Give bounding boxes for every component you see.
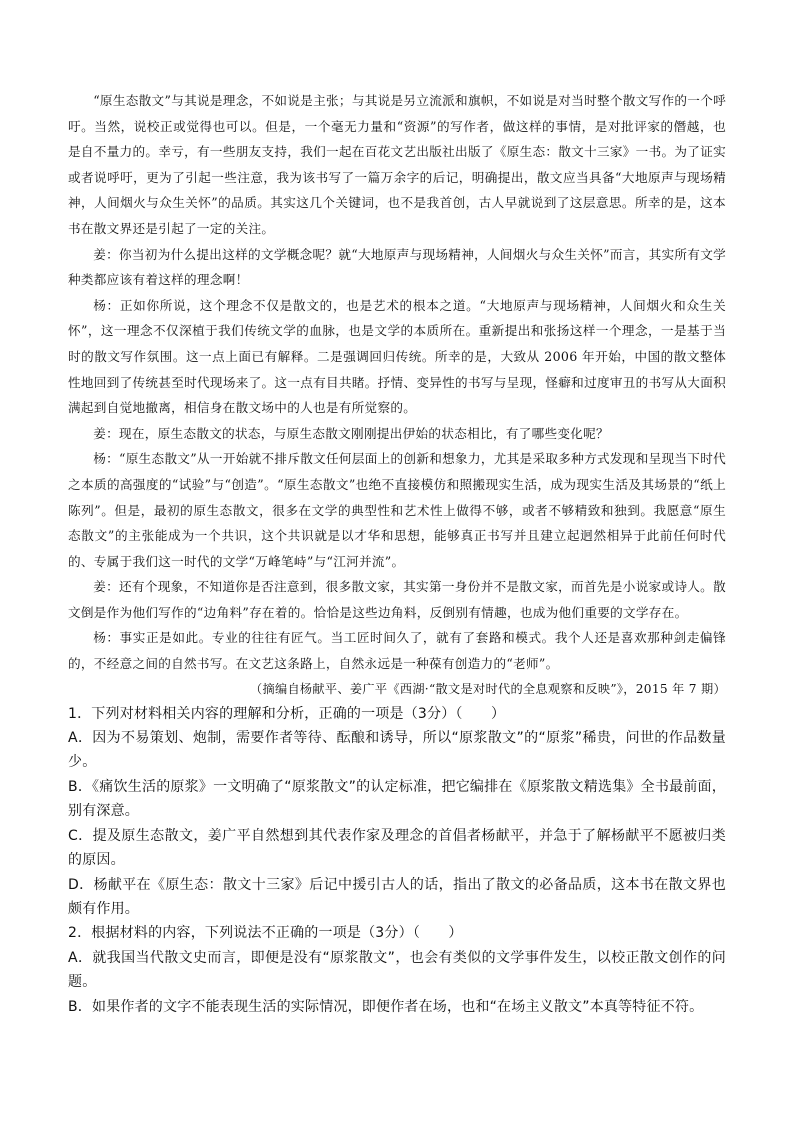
question-option: B．如果作者的文字不能表现生活的实际情况，即便作者在场，也和“在场主义散文”本真等特征不符。 xyxy=(68,998,704,1015)
question-stem: 2．根据材料的内容，下列说法不正确的一项是（3分）（ ） xyxy=(68,925,463,942)
question-option: A．因为不易策划、炮制，需要作者等待、酝酿和诱导，所以“原浆散文”的“原浆”稀贵，问世的作品数量少。 xyxy=(68,730,726,771)
passage-paragraph: 姜：你当初为什么提出这样的文学概念呢？就“大地原声与现场精神，人间烟火与众生关怀”而言，其实所有文学种类都应该有着这样的理念啊！ xyxy=(68,246,726,288)
question-option: B．《痛饮生活的原浆》一文明确了“原浆散文”的认定标准，把它编排在《原浆散文精选集》全书最前面，别有深意。 xyxy=(68,778,726,820)
question-option: D．杨献平在《原生态：散文十三家》后记中援引古人的话，指出了散文的必备品质，这本书在散文界也颇有作用。 xyxy=(68,876,726,917)
source-citation: （摘编自杨献平、姜广平《西湖·“散文是对时代的全息观察和反映”》，2015 年 7 期） xyxy=(249,681,726,696)
passage-paragraph: 杨：正如你所说，这个理念不仅是散文的，也是艺术的根本之道。“大地原声与现场精神，人间烟火和众生关怀”，这一理念不仅深植于我们传统文学的血脉，也是文学的本质所在。重新提出和张扬这样一个理念，一是基于当时的散文写作氛围。这一点上面已有解释。二是强调回归传统。所幸的是，大致从 2006 年开始，中国的散文整体性地回到了传统甚至时代现场来了。这一点有目共睹。抒情、变异性的书写与呈现，怪癖和过度审丑的书写从大面积满起到自觉地撤离，相信身在散文场中的人也是有所觉察的。 xyxy=(68,297,726,416)
question-stem: 1．下列对材料相关内容的理解和分析，正确的一项是（3分）（ ） xyxy=(68,705,506,722)
passage-paragraph: “原生态散文”与其说是理念，不如说是主张；与其说是另立流派和旗帜，不如说是对当时整个散文写作的一个呼吁。当然，说校正或觉得也可以。但是，一个毫无力量和“资源”的写作者，做这样的事情，是对批评家的僭越，也是自不量力的。幸亏，有一些朋友支持，我们一起在百花文艺出版社出版了《原生态：散文十三家》一书。为了证实或者说呼吁，更为了引起一些注意，我为该书写了一篇万余字的后记，明确提出，散文应当具备“大地原声与现场精神，人间烟火与众生关怀”的品质。其实这几个关键词，也不是我首创，古人早就说到了这层意思。所幸的是，这本书在散文界还是引起了一定的关注。 xyxy=(68,93,726,236)
passage-paragraph: 姜：现在，原生态散文的状态，与原生态散文刚刚提出伊始的状态相比，有了哪些变化呢？ xyxy=(93,425,609,441)
passage-paragraph: 杨：“原生态散文”从一开始就不排斥散文任何层面上的创新和想象力，尤其是采取多种方式发现和呈现当下时代之本质的高强度的“试验”与“创造”。“原生态散文”也绝不直接模仿和照搬现实生活，成为现实生活及其场景的“纸上陈列”。但是，最初的原生态散文，很多在文学的典型性和艺术性上做得不够，或者不够精致和独到。我愿意“原生态散文”的主张能成为一个共识，这个共识就是以才华和思想，能够真正书写并且建立起迥然相异于此前任何时代的、专属于我们这一时代的文学“万峰笔峙”与“江河并流”。 xyxy=(68,451,726,569)
question-list xyxy=(68,702,726,1019)
question-option: C．提及原生态散文，姜广平自然想到其代表作家及理念的首倡者杨献平，并急于了解杨献平不愿被归类的原因。 xyxy=(68,827,726,869)
reading-passage xyxy=(68,88,726,701)
passage-paragraph: 杨：事实正是如此。专业的往往有匠气。当工匠时间久了，就有了套路和模式。我个人还是喜欢那种剑走偏锋的，不经意之间的自然书写。在文艺这条路上，自然永远是一种葆有创造力的“老师”。 xyxy=(68,630,726,672)
passage-paragraph: 姜：还有个现象，不知道你是否注意到，很多散文家，其实第一身份并不是散文家，而首先是小说家或诗人。散文倒是作为他们写作的“边角料”存在着的。恰恰是这些边角料，反倒别有情趣，也成为他们重要的文学存在。 xyxy=(68,579,726,620)
question-option: A．就我国当代散文史而言，即便是没有“原浆散文”，也会有类似的文学事件发生，以校正散文创作的问题。 xyxy=(68,949,726,991)
